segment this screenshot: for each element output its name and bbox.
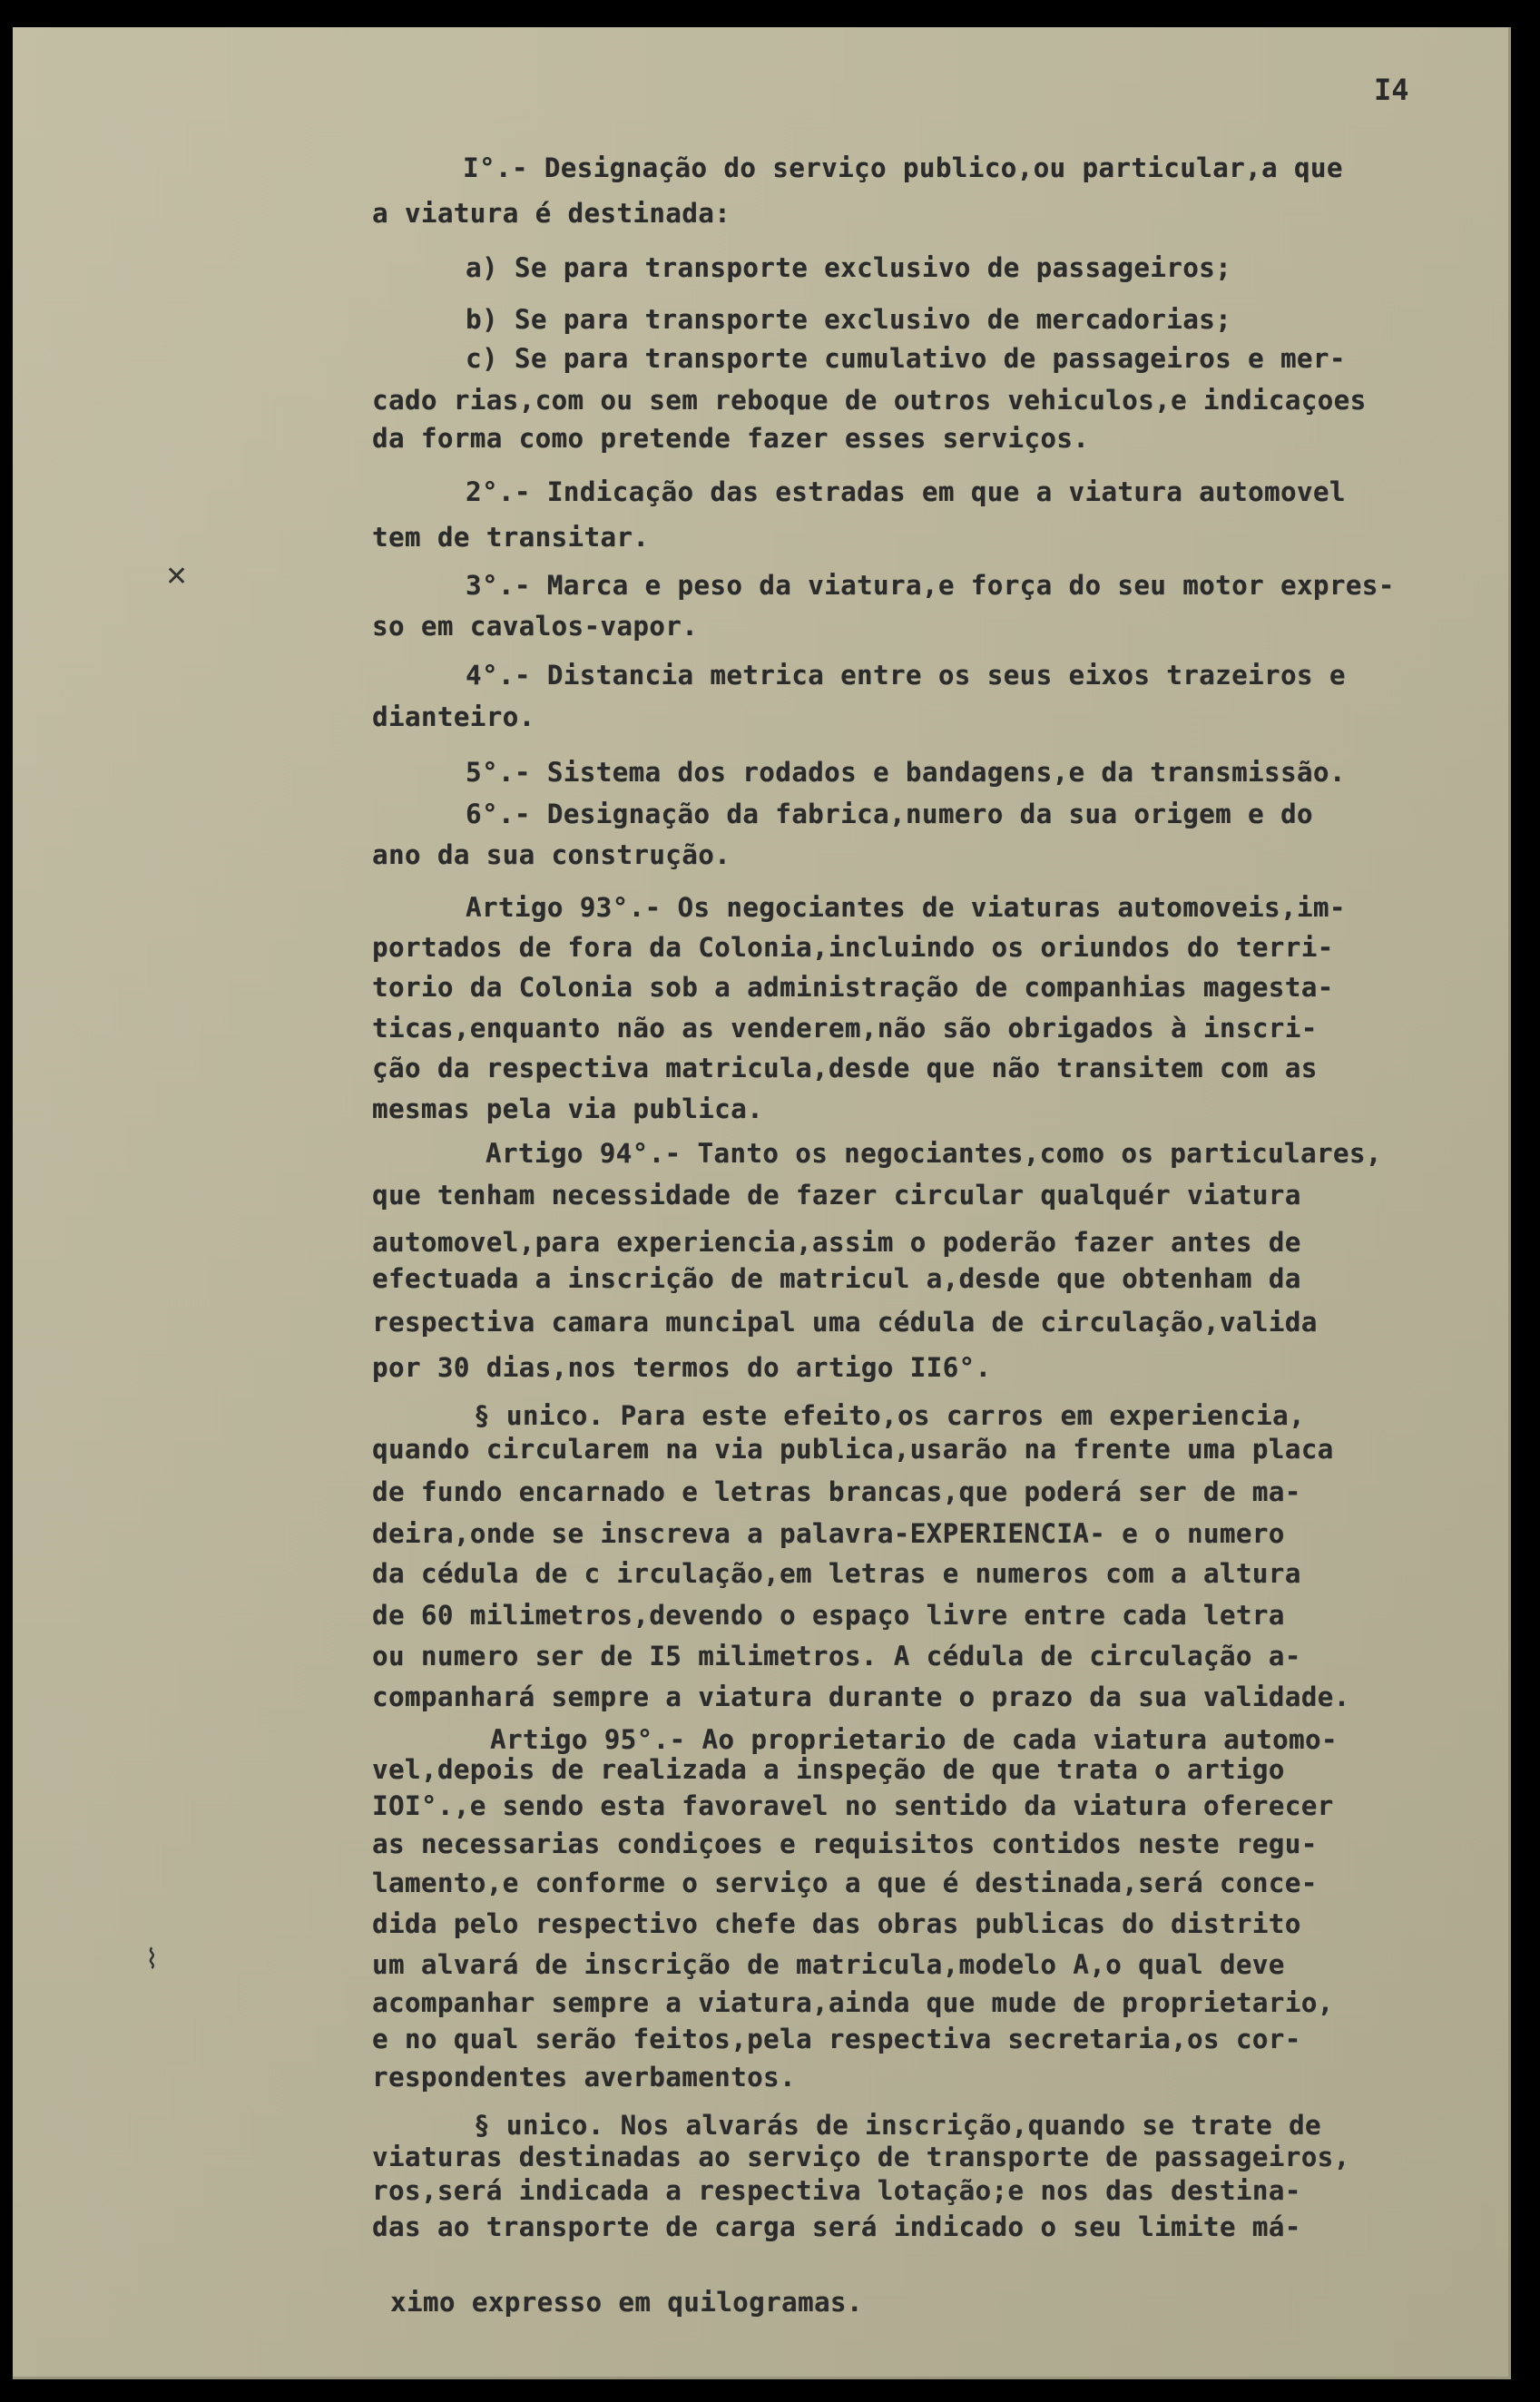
text-line: vel,depois de realizada a inspeção de que trata o artigo [372,1754,1285,1785]
text-line: um alvará de inscrição de matricula,modelo A,o qual deve [372,1949,1285,1980]
text-line: § unico. Nos alvarás de inscrição,quando se trate de [474,2110,1321,2141]
text-line: Artigo 94°.- Tanto os negociantes,como os particulares, [486,1138,1382,1169]
text-line: 4°.- Distancia metrica entre os seus eixos trazeiros e [466,660,1346,691]
text-line: portados de fora da Colonia,incluindo os oriundos do terri- [372,932,1334,963]
text-line: b) Se para transporte exclusivo de mercadorias; [466,304,1232,335]
text-line: e no qual serão feitos,pela respectiva secretaria,os cor- [372,2024,1301,2054]
text-line: ximo expresso em quilogramas. [390,2287,863,2318]
text-line: c) Se para transporte cumulativo de passageiros e mer- [466,343,1346,374]
text-line: 5°.- Sistema dos rodados e bandagens,e da transmissão. [466,757,1346,788]
text-line: cado rias,com ou sem reboque de outros vehiculos,e indicaçoes [372,385,1367,416]
text-line: a) Se para transporte exclusivo de passageiros; [466,252,1232,283]
text-line: Artigo 93°.- Os negociantes de viaturas automoveis,im- [466,892,1346,923]
text-line: ano da sua construção. [372,839,731,870]
text-line: so em cavalos-vapor. [372,611,699,642]
text-line: respondentes averbamentos. [372,2062,796,2093]
text-line: da cédula de c irculação,em letras e numeros com a altura [372,1558,1301,1589]
text-line: viaturas destinadas ao serviço de transporte de passageiros, [372,2142,1350,2172]
text-line: da forma como pretende fazer esses serviços. [372,423,1090,454]
text-line: 3°.- Marca e peso da viatura,e força do seu motor expres- [466,570,1395,601]
text-line: de fundo encarnado e letras brancas,que poderá ser de ma- [372,1476,1301,1507]
text-line: por 30 dias,nos termos do artigo II6°. [372,1352,992,1383]
text-line: acompanhar sempre a viatura,ainda que mude de proprietario, [372,1987,1334,2018]
text-line: torio da Colonia sob a administração de companhias magesta- [372,972,1334,1003]
text-line: tem de transitar. [372,522,650,553]
text-line: deira,onde se inscreva a palavra-EXPERIENCIA- e o numero [372,1518,1285,1549]
text-line: que tenham necessidade de fazer circular qualquér viatura [372,1180,1301,1211]
text-line: a viatura é destinada: [372,198,731,229]
text-line: automovel,para experiencia,assim o poderão fazer antes de [372,1227,1301,1258]
page-number: I4 [1374,73,1409,107]
text-line: quando circularem na via publica,usarão na frente uma placa [372,1434,1334,1465]
text-line: lamento,e conforme o serviço a que é destinada,será conce- [372,1868,1318,1898]
text-line: de 60 milimetros,devendo o espaço livre entre cada letra [372,1600,1285,1631]
text-line: ros,será indicada a respectiva lotação;e nos das destina- [372,2175,1301,2206]
text-line: ção da respectiva matricula,desde que não transitem com as [372,1053,1318,1083]
text-line: § unico. Para este efeito,os carros em experiencia, [474,1400,1305,1431]
text-line: Artigo 95°.- Ao proprietario de cada viatura automo- [490,1724,1338,1755]
text-line: das ao transporte de carga será indicado o seu limite má- [372,2211,1301,2242]
text-line: 6°.- Designação da fabrica,numero da sua origem e do [466,799,1313,829]
text-line: respectiva camara muncipal uma cédula de circulação,valida [372,1307,1318,1338]
margin-tick-mark: ⌇ [145,1944,159,1976]
text-line: mesmas pela via publica. [372,1093,764,1124]
text-line: efectuada a inscrição de matricul a,desde que obtenham da [372,1263,1301,1294]
text-line: ou numero ser de I5 milimetros. A cédula de circulação a- [372,1641,1301,1672]
text-line: dianteiro. [372,701,535,732]
text-line: dida pelo respectivo chefe das obras publicas do distrito [372,1908,1301,1939]
margin-tick-mark: ✕ [165,561,189,593]
text-line: 2°.- Indicação das estradas em que a viatura automovel [466,476,1346,507]
text-line: IOI°.,e sendo esta favoravel no sentido da viatura oferecer [372,1790,1334,1821]
text-line: ticas,enquanto não as venderem,não são obrigados à inscri- [372,1013,1318,1044]
text-line: companhará sempre a viatura durante o prazo da sua validade. [372,1681,1350,1712]
text-line: I°.- Designação do serviço publico,ou particular,a que [463,152,1343,183]
text-line: as necessarias condiçoes e requisitos contidos neste regu- [372,1828,1318,1859]
